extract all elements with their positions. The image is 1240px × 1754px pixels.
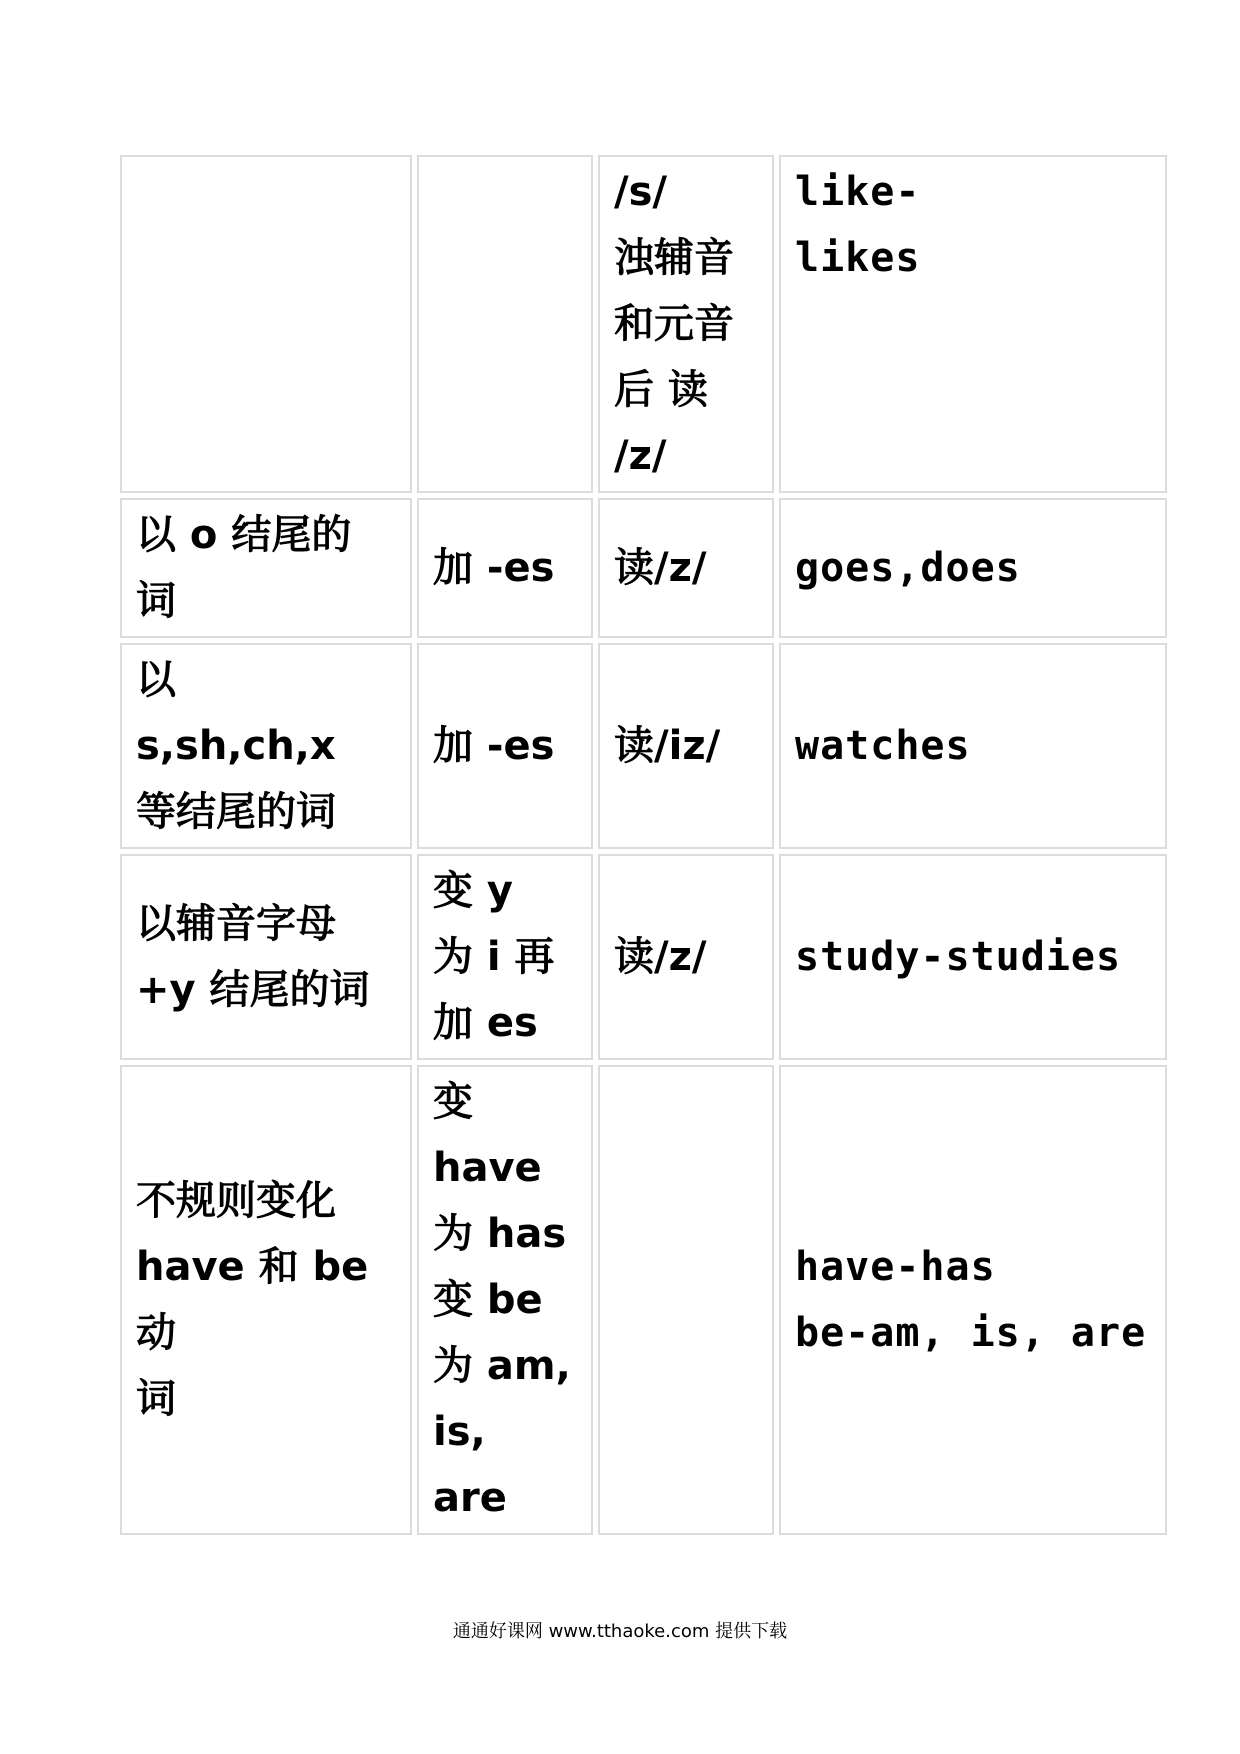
rule-text: 变 y 为 i 再 加 es <box>433 868 555 1046</box>
table-row <box>120 155 1167 493</box>
page-footer: 通通好课网 www.tthaoke.com 提供下载 <box>452 1621 788 1642</box>
example-text: have-has be-am, is, are <box>795 1244 1147 1356</box>
rule-text: 变 have 为 has 变 be 为 am, is, are <box>433 1079 571 1521</box>
ending-text: 以 o 结尾的 词 <box>136 512 352 624</box>
pronunciation-cell <box>598 155 774 493</box>
table-row <box>120 643 1167 849</box>
pronunciation-cell <box>598 1065 774 1535</box>
rule-cell <box>417 1065 593 1535</box>
pronunciation-text: 读/iz/ <box>614 723 721 769</box>
rule-text: 加 -es <box>433 545 555 591</box>
example-text: like- likes <box>795 169 921 281</box>
pronunciation-cell <box>598 854 774 1060</box>
pronunciation-text: 读/z/ <box>614 545 707 591</box>
example-cell <box>779 854 1167 1060</box>
ending-cell <box>120 498 412 638</box>
rule-cell <box>417 854 593 1060</box>
table-row <box>120 498 1167 638</box>
pronunciation-text: 读/z/ <box>614 934 707 980</box>
rule-cell <box>417 155 593 493</box>
verb-third-person-table <box>115 150 1172 1540</box>
ending-text: 以辅音字母 +y 结尾的词 <box>136 901 370 1013</box>
ending-cell <box>120 1065 412 1535</box>
example-cell <box>779 643 1167 849</box>
example-cell <box>779 155 1167 493</box>
ending-cell <box>120 854 412 1060</box>
table-row <box>120 1065 1167 1535</box>
example-text: goes,does <box>795 545 1021 591</box>
pronunciation-text: /s/ 浊辅音 和元音 后 读 /z/ <box>614 169 734 479</box>
table-row <box>120 854 1167 1060</box>
rule-cell <box>417 643 593 849</box>
pronunciation-cell <box>598 643 774 849</box>
example-cell <box>779 1065 1167 1535</box>
rule-cell <box>417 498 593 638</box>
example-cell <box>779 498 1167 638</box>
ending-cell <box>120 643 412 849</box>
pronunciation-cell <box>598 498 774 638</box>
example-text: watches <box>795 723 971 769</box>
ending-cell <box>120 155 412 493</box>
ending-text: 以 s,sh,ch,x 等结尾的词 <box>136 657 336 835</box>
ending-text: 不规则变化 have 和 be 动 词 <box>136 1178 369 1422</box>
example-text: study-studies <box>795 934 1122 980</box>
rule-text: 加 -es <box>433 723 555 769</box>
